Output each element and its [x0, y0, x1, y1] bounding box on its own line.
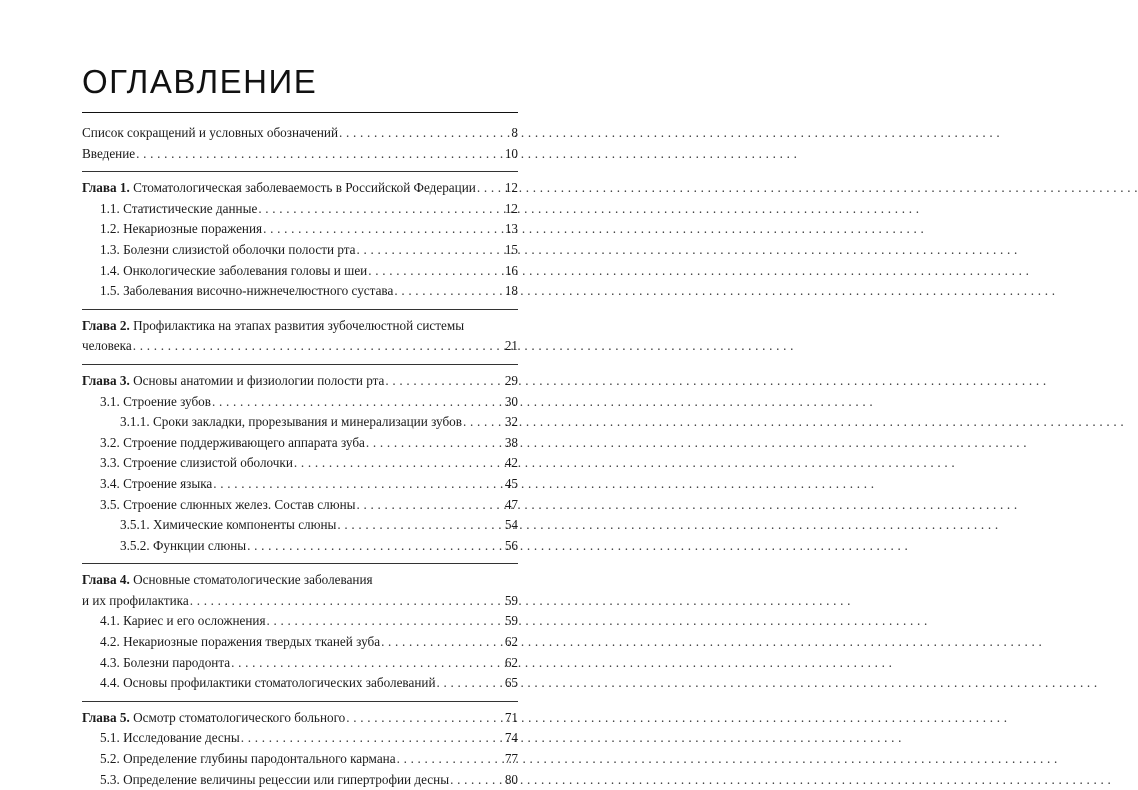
leader-dots [213, 474, 504, 495]
toc-entry[interactable] [82, 453, 518, 474]
chapter-title-cont: человека [82, 338, 132, 354]
leader-dots [450, 770, 504, 790]
leader-dots [231, 653, 504, 674]
chapter-entry[interactable] [82, 708, 518, 729]
toc-entry-page: 13 [504, 221, 518, 237]
chapter-label: Глава 3. [82, 372, 130, 388]
leader-dots [339, 123, 510, 144]
toc-entry[interactable] [82, 474, 518, 495]
toc-entry-text: 4.4. Основы профилактики стоматологических заболеваний [100, 675, 436, 691]
toc-entry[interactable] [82, 392, 518, 413]
toc-entry-page: 56 [504, 537, 518, 553]
leader-dots [263, 219, 504, 240]
toc-entry-text: 3.4. Строение языка [100, 475, 213, 491]
toc-entry[interactable] [82, 632, 518, 653]
toc-entry-text: 3.5.2. Функции слюны [120, 537, 247, 553]
toc-entry-page: 10 [504, 145, 518, 161]
leader-dots [346, 708, 504, 729]
toc-entry-page: 12 [504, 200, 518, 216]
toc-entry-page: 38 [504, 434, 518, 450]
toc-entry-page: 65 [504, 675, 518, 691]
toc-entry-text: 5.1. Исследование десны [100, 730, 240, 746]
toc-entry-text: 4.3. Болезни пародонта [100, 654, 231, 670]
leader-dots [294, 453, 504, 474]
leader-dots [385, 371, 503, 392]
toc-entry-text: 5.3. Определение величины рецессии или гипертрофии десны [100, 771, 450, 787]
section-divider [82, 171, 518, 172]
toc-body [82, 123, 518, 790]
toc-entry-text: 3.3. Строение слизистой оболочки [100, 455, 293, 471]
toc-entry-page: 45 [504, 475, 518, 491]
toc-entry-text: 3.5.1. Химические компоненты слюны [120, 517, 337, 533]
toc-entry-page: 15 [504, 241, 518, 257]
toc-entry-page: 77 [504, 751, 518, 767]
chapter-title: Основы анатомии и физиологии полости рта [129, 372, 385, 388]
section-divider [82, 701, 518, 702]
leader-dots [136, 144, 504, 165]
toc-entry-page: 62 [504, 634, 518, 650]
toc-entry-text: 1.3. Болезни слизистой оболочки полости рта [100, 241, 356, 257]
toc-entry[interactable] [82, 281, 518, 302]
toc-entry-page: 32 [504, 414, 518, 430]
chapter-label: Глава 4. [82, 572, 130, 588]
leader-dots [397, 749, 504, 770]
leader-dots [133, 336, 504, 357]
toc-entry[interactable] [82, 515, 518, 536]
toc-entry-text: 3.5. Строение слюнных желез. Состав слюны [100, 496, 356, 512]
leader-dots [241, 728, 504, 749]
leader-dots [477, 178, 504, 199]
chapter-page: 71 [504, 709, 518, 725]
leader-dots [357, 495, 504, 516]
toc-entry[interactable] [82, 219, 518, 240]
toc-entry-page: 30 [504, 393, 518, 409]
toc-entry[interactable] [82, 728, 518, 749]
toc-entry[interactable] [82, 536, 518, 557]
toc-entry[interactable] [82, 653, 518, 674]
chapter-page: 21 [504, 338, 518, 354]
toc-entry-text: 1.4. Онкологические заболевания головы и шеи [100, 262, 368, 278]
leader-dots [258, 199, 504, 220]
chapter-entry[interactable] [82, 178, 518, 199]
leader-dots [381, 632, 504, 653]
leader-dots [437, 673, 504, 694]
chapter-entry-first-line[interactable] [82, 570, 518, 591]
toc-entry-page: 54 [504, 517, 518, 533]
toc-entry-page: 80 [504, 771, 518, 787]
toc-entry-page: 59 [504, 613, 518, 629]
toc-entry-text: 1.1. Статистические данные [100, 200, 258, 216]
leader-dots [212, 392, 504, 413]
toc-page [82, 62, 518, 790]
toc-entry-page: 18 [504, 283, 518, 299]
section-divider [82, 364, 518, 365]
toc-entry-page: 47 [504, 496, 518, 512]
toc-entry-page: 74 [504, 730, 518, 746]
leader-dots [366, 433, 504, 454]
leader-dots [463, 412, 504, 433]
toc-entry-text: 5.2. Определение глубины пародонтального кармана [100, 751, 396, 767]
page-title: ОГЛАВЛЕНИЕ [82, 63, 318, 100]
leader-dots [190, 591, 504, 612]
toc-entry[interactable] [82, 749, 518, 770]
leader-dots [357, 240, 504, 261]
toc-entry[interactable] [82, 240, 518, 261]
chapter-entry[interactable] [82, 336, 518, 357]
chapter-entry[interactable] [82, 371, 518, 392]
toc-entry[interactable] [82, 673, 518, 694]
toc-entry[interactable] [82, 123, 518, 144]
chapter-title-cont: и их профилактика [82, 592, 189, 608]
chapter-page: 12 [504, 180, 518, 196]
leader-dots [394, 281, 503, 302]
chapter-label: Глава 1. [82, 180, 130, 196]
chapter-title: Стоматологическая заболеваемость в Российской Федерации [129, 180, 476, 196]
toc-entry-text: 1.5. Заболевания височно-нижнечелюстного сустава [100, 283, 394, 299]
toc-entry[interactable] [82, 611, 518, 632]
toc-entry-text: 1.2. Некариозные поражения [100, 221, 263, 237]
leader-dots [368, 261, 504, 282]
leader-dots [337, 515, 503, 536]
section-divider [82, 309, 518, 310]
chapter-entry[interactable] [82, 591, 518, 612]
toc-entry[interactable] [82, 433, 518, 454]
toc-entry-text: 4.1. Кариес и его осложнения [100, 613, 266, 629]
toc-entry[interactable] [82, 770, 518, 790]
section-divider [82, 563, 518, 564]
toc-entry[interactable] [82, 144, 518, 165]
toc-entry-text: Введение [82, 145, 136, 161]
chapter-entry-first-line[interactable] [82, 316, 518, 337]
toc-entry-text: 3.2. Строение поддерживающего аппарата зуба [100, 434, 365, 450]
chapter-title: Основные стоматологические заболевания [129, 572, 373, 588]
toc-entry-page: 16 [504, 262, 518, 278]
toc-entry[interactable] [82, 412, 518, 433]
toc-entry[interactable] [82, 495, 518, 516]
toc-entry-text: 3.1. Строение зубов [100, 393, 211, 409]
toc-entry-page: 62 [504, 654, 518, 670]
title-rule [82, 112, 518, 113]
chapter-page: 59 [504, 592, 518, 608]
toc-entry-text: 4.2. Некариозные поражения твердых тканей зуба [100, 634, 381, 650]
toc-entry-page: 42 [504, 455, 518, 471]
toc-entry-text: 3.1.1. Сроки закладки, прорезывания и минерализации зубов [120, 414, 462, 430]
chapter-page: 29 [504, 372, 518, 388]
toc-entry[interactable] [82, 261, 518, 282]
leader-dots [247, 536, 504, 557]
toc-entry-text: Список сокращений и условных обозначений [82, 125, 338, 140]
toc-entry-page: 8 [511, 125, 518, 140]
chapter-title: Профилактика на этапах развития зубочелюстной системы [129, 317, 465, 333]
chapter-label: Глава 5. [82, 709, 130, 725]
chapter-title: Осмотр стоматологического больного [129, 709, 346, 725]
chapter-label: Глава 2. [82, 317, 130, 333]
leader-dots [267, 611, 504, 632]
toc-entry[interactable] [82, 199, 518, 220]
